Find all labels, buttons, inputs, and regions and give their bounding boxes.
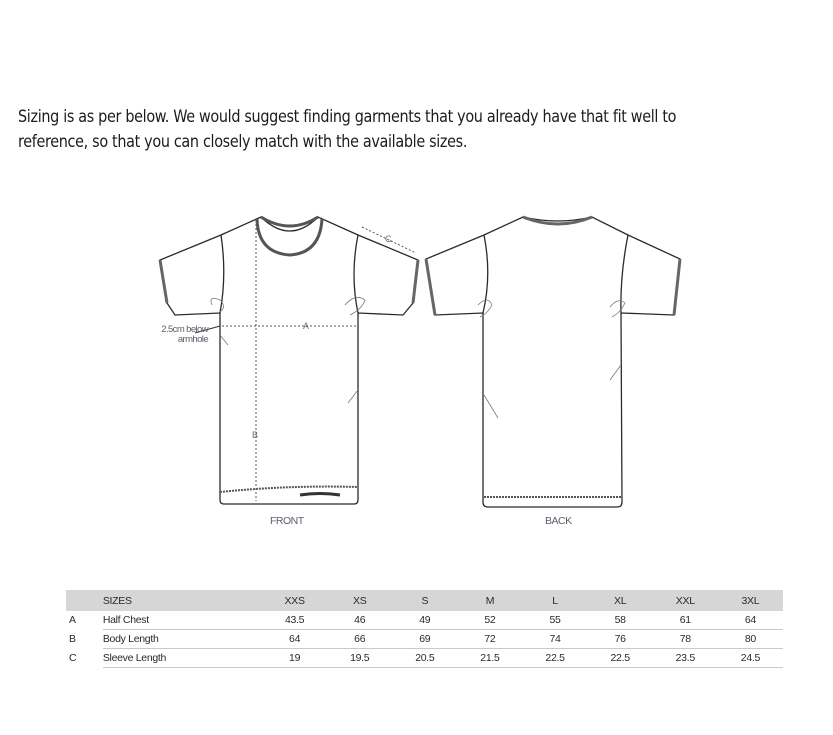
back-tshirt (426, 217, 680, 507)
note-line-2: armhole (177, 334, 208, 345)
table-cell: 58 (588, 611, 653, 630)
table-cell: 21.5 (457, 649, 522, 668)
table-cell: 78 (653, 630, 718, 649)
table-cell: 24.5 (718, 649, 783, 668)
table-cell: 64 (718, 611, 783, 630)
table-cell: 20.5 (392, 649, 457, 668)
header-size: S (421, 594, 429, 607)
table-row (66, 649, 783, 668)
header-size: M (485, 594, 495, 607)
tshirt-diagram (140, 205, 700, 535)
table-cell: 23.5 (653, 649, 718, 668)
header-letter-cell (66, 590, 103, 611)
table-row (66, 611, 783, 630)
measurement-lines (222, 220, 416, 501)
back-label: BACK (545, 515, 572, 527)
row-name: Body Length (103, 630, 262, 649)
header-size: XXS (284, 594, 305, 607)
table-cell: 49 (392, 611, 457, 630)
row-letter: B (69, 633, 76, 645)
table-cell: 76 (588, 630, 653, 649)
table-cell: 55 (522, 611, 587, 630)
table-cell: 43.5 (262, 611, 327, 630)
table-cell: 22.5 (522, 649, 587, 668)
measure-c-label: C (385, 234, 392, 244)
header-size: 3XL (741, 594, 760, 607)
table-cell: 46 (327, 611, 392, 630)
table-cell: 69 (392, 630, 457, 649)
table-row (66, 630, 783, 649)
row-letter: A (69, 614, 76, 627)
row-name: Half Chest (103, 611, 262, 630)
table-cell: 61 (653, 611, 718, 630)
row-name: Sleeve Length (103, 649, 262, 668)
header-size: L (552, 594, 558, 607)
measure-b-label: B (252, 430, 259, 440)
table-cell: 80 (718, 630, 783, 649)
measure-a-label: A (303, 321, 310, 331)
table-cell: 22.5 (588, 649, 653, 668)
header-size: XS (353, 594, 367, 607)
table-cell: 72 (457, 630, 522, 649)
table-cell: 66 (327, 630, 392, 649)
header-sizes: SIZES (102, 594, 132, 607)
row-letter: C (69, 652, 77, 664)
tshirt-illustration (140, 205, 700, 535)
armhole-note (148, 325, 208, 345)
note-line-1: 2.5cm below (161, 324, 208, 335)
header-size: XL (614, 594, 627, 607)
front-label: FRONT (270, 515, 304, 527)
intro-text (18, 105, 833, 155)
table-header-row (66, 590, 783, 611)
intro-line-1: Sizing is as per below. We would suggest finding garments that you already have that fit well to (18, 107, 677, 127)
table-cell: 52 (457, 611, 522, 630)
table-cell: 19.5 (327, 649, 392, 668)
intro-line-2: reference, so that you can closely match with the available sizes. (18, 132, 468, 152)
table-cell: 64 (262, 630, 327, 649)
header-size: XXL (675, 594, 695, 607)
front-tshirt (160, 217, 418, 504)
size-chart (66, 590, 783, 668)
table-cell: 74 (522, 630, 587, 649)
size-table (66, 590, 783, 668)
table-cell: 19 (262, 649, 327, 668)
